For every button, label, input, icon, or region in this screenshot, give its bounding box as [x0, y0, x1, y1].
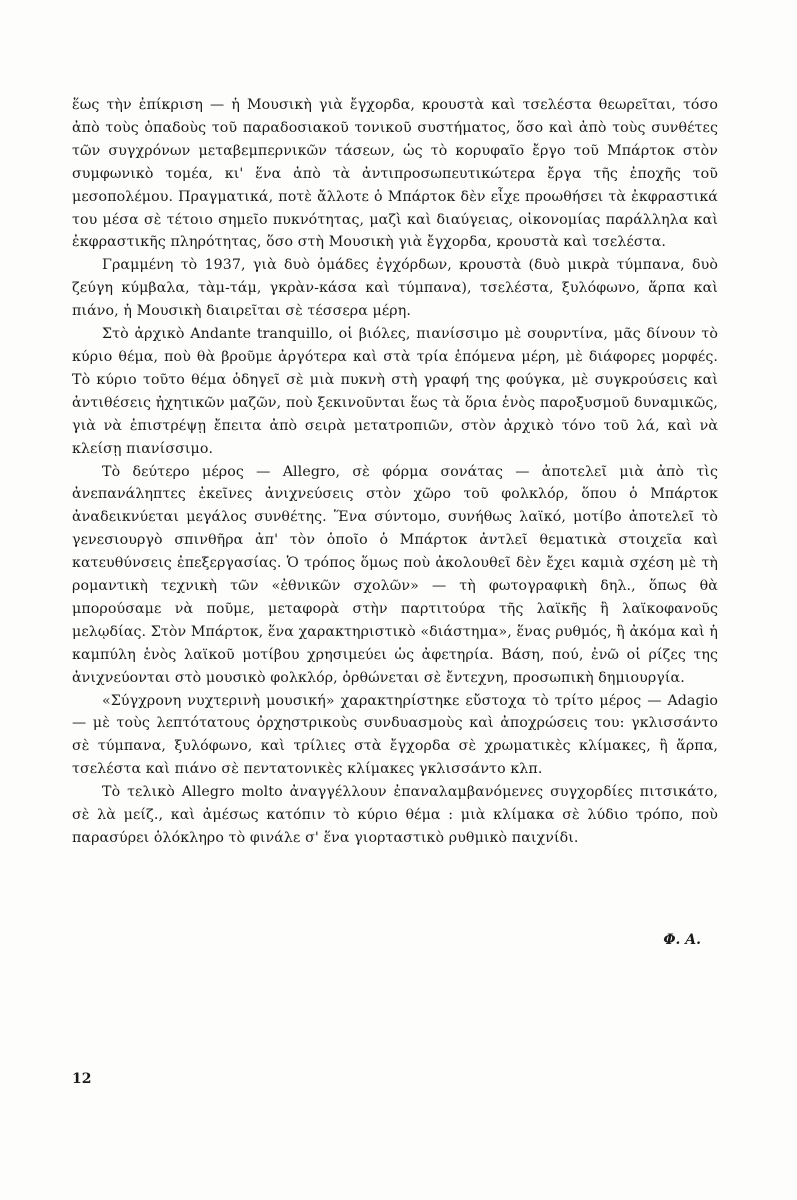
- paragraph-5: «Σύγχρονη νυχτερινὴ μουσική» χαρακτηρίστηκε εὔστοχα τὸ τρίτο μέρος — Adagio — μὲ τοὺς λεπτότατους ὀρχηστρικοὺς συνδυασμοὺς καὶ ἀποχρώσεις του: γκλισσάντο σὲ τύμπανα, ξυλόφωνο, καὶ τρίλιες στὰ ἔγχορδα σὲ χρωματικὲς κλίμακες, ἢ ἅρπα, τσελέστα καὶ πιάνο σὲ πεντατονικὲς κλίμακες γκλισσάντο κλπ.: [72, 692, 718, 778]
- article-body: [72, 94, 718, 850]
- paragraph-6: Τὸ τελικὸ Allegro molto ἀναγγέλλουν ἐπαναλαμβανόμενες συγχορδίες πιτσικάτο, σὲ λὰ μείζ., καὶ ἀμέσως κατόπιν τὸ κύριο θέμα : μιὰ κλίμακα σὲ λύδιο τρόπο, ποὺ παρασύρει ὁλόκληρο τὸ φινάλε σ' ἕνα γιορταστικὸ ρυθμικὸ παιχνίδι.: [72, 784, 718, 846]
- author-signature: Φ. Α.: [663, 932, 701, 948]
- paragraph-3: Στὸ ἀρχικὸ Andante tranquillo, οἱ βιόλες, πιανίσσιμο μὲ σουρντίνα, μᾶς δίνουν τὸ κύριο θέμα, ποὺ θὰ βροῦμε ἀργότερα καὶ στὰ τρία ἑπόμενα μέρη, μὲ διάφορες μορφές. Τὸ κύριο τοῦτο θέμα ὁδηγεῖ σὲ μιὰ πυκνὴ στὴ γραφή της φούγκα, μὲ συγκρούσεις καὶ ἀντιθέσεις ἠχητικῶν μαζῶν, ποὺ ξεκινοῦνται ἕως τὰ ὅρια ἑνὸς παροξυσμοῦ δυναμικῶς, γιὰ νὰ ἐπιστρέψῃ ἔπειτα ἀπὸ σειρὰ μετατροπιῶν, στὸν ἀρχικὸ τόνο τοῦ λά, καὶ νὰ κλείσῃ πιανίσσιμο.: [72, 326, 718, 457]
- paragraph-4: Τὸ δεύτερο μέρος — Allegro, σὲ φόρμα σονάτας — ἀποτελεῖ μιὰ ἀπὸ τὶς ἀνεπανάληπτες ἐκεῖνες ἀνιχνεύσεις στὸν χῶρο τοῦ φολκλόρ, ὅπου ὁ Μπάρτοκ ἀναδεικνύεται μεγάλος συνθέτης. Ἕνα σύντομο, συνήθως λαϊκό, μοτίβο ἀποτελεῖ τὸ γενεσιουργὸ σπινθῆρα ἀπ' τὸν ὁποῖο ὁ Μπάρτοκ ἀντλεῖ θεματικὰ στοιχεῖα καὶ κατευθύνσεις ἐπεξεργασίας. Ὁ τρόπος ὅμως ποὺ ἀκολουθεῖ δὲν ἔχει καμιὰ σχέση μὲ τὴ ρομαντικὴ τεχνικὴ τῶν «ἐθνικῶν σχολῶν» — τὴ φωτογραφικὴ δηλ., ὅπως θὰ μπορούσαμε νὰ ποῦμε, μεταφορὰ στὴν παρτιτούρα τῆς λαϊκῆς ἢ λαϊκοφανοῦς μελῳδίας. Στὸν Μπάρτοκ, ἕνα χαρακτηριστικὸ «διάστημα», ἕνας ρυθμός, ἢ ἀκόμα καὶ ἡ καμπύλη ἑνὸς λαϊκοῦ μοτίβου χρησιμεύει ὡς ἀφετηρία. Βάση, πού, ἐνῶ οἱ ρίζες της ἀνιχνεύονται στὸ μουσικὸ φολκλόρ, ὀρθώνεται σὲ ἔντεχνη, προσωπικὴ δημιουργία.: [72, 463, 718, 686]
- paragraph-1: ἕως τὴν ἐπίκριση — ἡ Μουσικὴ γιὰ ἔγχορδα, κρουστὰ καὶ τσελέστα θεωρεῖται, τόσο ἀπὸ τοὺς ὀπαδοὺς τοῦ παραδοσιακοῦ τονικοῦ συστήματος, ὅσο καὶ ἀπὸ τοὺς συνθέτες τῶν συγχρόνων μεταβεμπερνικῶν τάσεων, ὡς τὸ κορυφαῖο ἔργο τοῦ Μπάρτοκ στὸν συμφωνικὸ τομέα, κι' ἕνα ἀπὸ τὰ ἀντιπροσωπευτικώτερα ἔργα τῆς ἐποχῆς τοῦ μεσοπολέμου. Πραγματικά, ποτὲ ἄλλοτε ὁ Μπάρτοκ δὲν εἶχε προωθήσει τὰ ἐκφραστικά του μέσα σὲ τέτοιο σημεῖο πυκνότητας, μαζὶ καὶ διαύγειας, οἰκονομίας παράλληλα καὶ ἐκφραστικῆς πληρότητας, ὅσο στὴ Μουσικὴ γιὰ ἔγχορδα, κρουστὰ καὶ τσελέστα.: [72, 97, 718, 251]
- page-number: 12: [72, 1071, 92, 1087]
- paragraph-2: Γραμμένη τὸ 1937, γιὰ δυὸ ὁμάδες ἐγχόρδων, κρουστὰ (δυὸ μικρὰ τύμπανα, δυὸ ζεύγη κύμβαλα, τὰμ-τάμ, γκρὰν-κάσα καὶ τύμπανα), τσελέστα, ξυλόφωνο, ἅρπα καὶ πιάνο, ἡ Μουσικὴ διαιρεῖται σὲ τέσσερα μέρη.: [72, 257, 718, 320]
